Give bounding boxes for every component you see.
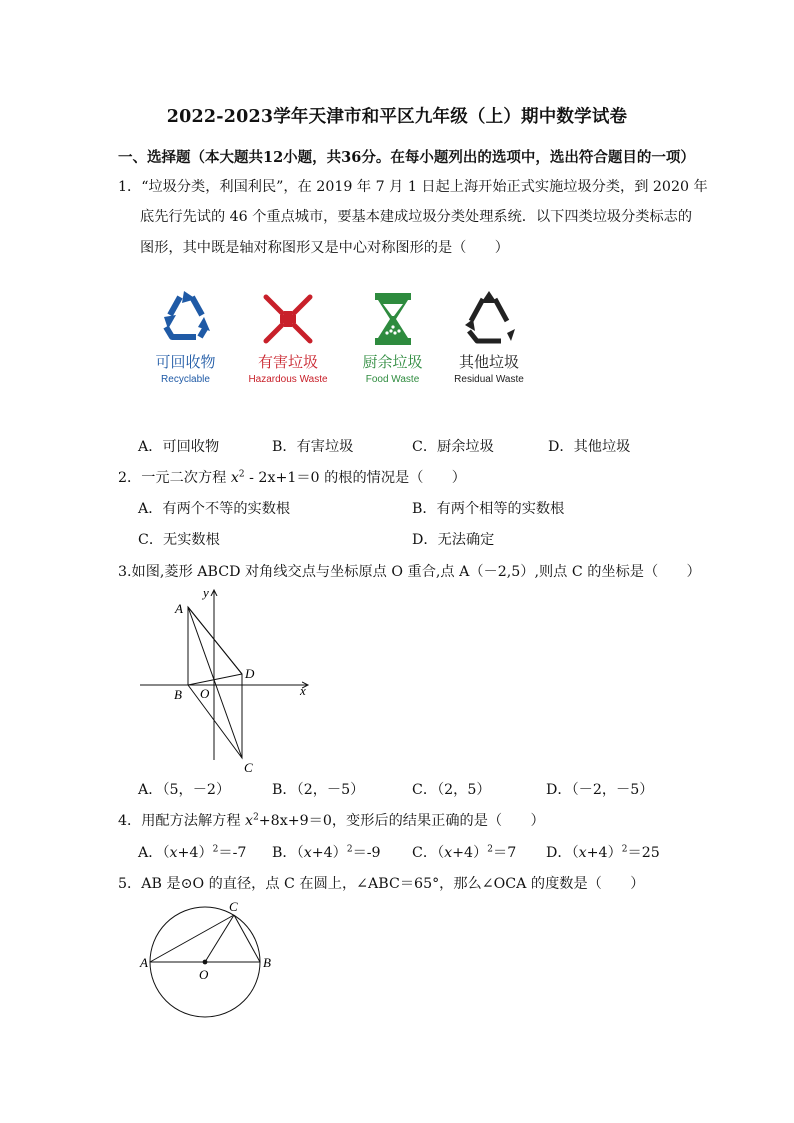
- sign-food-label: 厨余垃圾: [362, 353, 423, 371]
- label-x: x: [300, 683, 306, 698]
- q3-stem: 3.如图,菱形 ABCD 对角线交点与坐标原点 O 重合,点 A（－2,5）,则点 C 的坐标是（ ）: [118, 564, 701, 580]
- q2-stem: 2．一元二次方程 $x^2 - 2x+1=0$ 的根的情况是（ ）: [118, 469, 466, 486]
- label-o: O: [199, 967, 209, 982]
- q4-stem: 4．用配方法解方程 $x^2+8x+9=0$，变形后的结果正确的是（ ）: [118, 812, 545, 829]
- triangle-arrows-icon: [457, 287, 521, 351]
- label-d: D: [245, 666, 255, 681]
- q3-option-c[interactable]: C．（2，5）: [412, 782, 491, 798]
- label-o: O: [200, 686, 210, 701]
- label-b: B: [263, 955, 271, 970]
- q2-option-b[interactable]: B．有两个相等的实数根: [412, 501, 565, 517]
- q3-option-d[interactable]: D．（－2，－5）: [546, 782, 654, 798]
- q4-option-d[interactable]: D．$(x+4)^2=25$: [546, 844, 660, 861]
- sign-recyclable: [143, 287, 228, 385]
- sign-food-label-en: Food Waste: [365, 374, 420, 385]
- center-dot: [203, 960, 208, 965]
- section-heading: 一、选择题（本大题共12小题，共36分。在每小题列出的选项中，选出符合题目的一项）: [118, 149, 695, 166]
- sign-residual-label-en: Residual Waste: [454, 374, 524, 385]
- hazard-arrows-icon: [256, 287, 320, 351]
- q4-option-c[interactable]: C．$(x+4)^2=7$: [412, 844, 517, 861]
- q2-option-d[interactable]: D．无法确定: [412, 532, 495, 548]
- q5-circle-figure: [136, 898, 286, 1018]
- label-c: C: [229, 899, 238, 914]
- hourglass-icon: [361, 287, 425, 351]
- q1-option-a[interactable]: A．可回收物: [138, 439, 220, 455]
- q3-rhombus-figure: [130, 582, 320, 777]
- label-b: B: [174, 687, 182, 702]
- q1-option-c[interactable]: C．厨余垃圾: [412, 439, 494, 455]
- q1-stem-line2: 底先行先试的 46 个重点城市，要基本建成垃圾分类处理系统．以下四类垃圾分类标志的: [140, 209, 693, 225]
- label-a: A: [175, 601, 183, 616]
- q4-option-b[interactable]: B．$(x+4)^2=-9$: [272, 844, 381, 861]
- q3-option-a[interactable]: A．（5，－2）: [138, 782, 231, 798]
- diagonal-ad: [188, 607, 242, 674]
- segment-oc: [205, 915, 234, 962]
- q1-stem-line1: 1．“垃圾分类，利国利民”，在 2019 年 7 月 1 日起上海开始正式实施垃圾分类，到 2020 年: [118, 179, 708, 195]
- sign-recyclable-label: 可回收物: [155, 353, 216, 371]
- q3-option-b[interactable]: B．（2，－5）: [272, 782, 365, 798]
- sign-hazardous-label: 有害垃圾: [257, 353, 318, 371]
- sign-hazardous-label-en: Hazardous Waste: [248, 374, 328, 385]
- q1-stem-line3: 图形，其中既是轴对称图形又是中心对称图形的是（ ）: [140, 240, 509, 256]
- label-c: C: [244, 760, 253, 775]
- q1-option-d[interactable]: D．其他垃圾: [548, 439, 631, 455]
- sign-residual: [444, 287, 534, 385]
- q2-option-c[interactable]: C．无实数根: [138, 532, 220, 548]
- recycle-icon: [154, 287, 218, 351]
- chord-bc: [234, 915, 260, 962]
- sign-food: [350, 287, 435, 385]
- page-title: 2022-2023学年天津市和平区九年级（上）期中数学试卷: [166, 107, 628, 127]
- sign-hazardous: [238, 287, 338, 385]
- label-y: y: [203, 585, 209, 600]
- chord-ac: [150, 915, 234, 962]
- q2-option-a[interactable]: A．有两个不等的实数根: [138, 501, 291, 517]
- sign-residual-label: 其他垃圾: [458, 353, 519, 371]
- sign-recyclable-label-en: Recyclable: [161, 374, 210, 385]
- q5-stem: 5．AB 是⊙O 的直径，点 C 在圆上，∠ABC＝65°，那么∠OCA 的度数是（ ）: [118, 876, 645, 892]
- diagonal-ac: [188, 607, 242, 758]
- q1-option-b[interactable]: B．有害垃圾: [272, 439, 354, 455]
- label-a: A: [140, 955, 148, 970]
- q4-option-a[interactable]: A．$(x+4)^2=-7$: [138, 844, 247, 861]
